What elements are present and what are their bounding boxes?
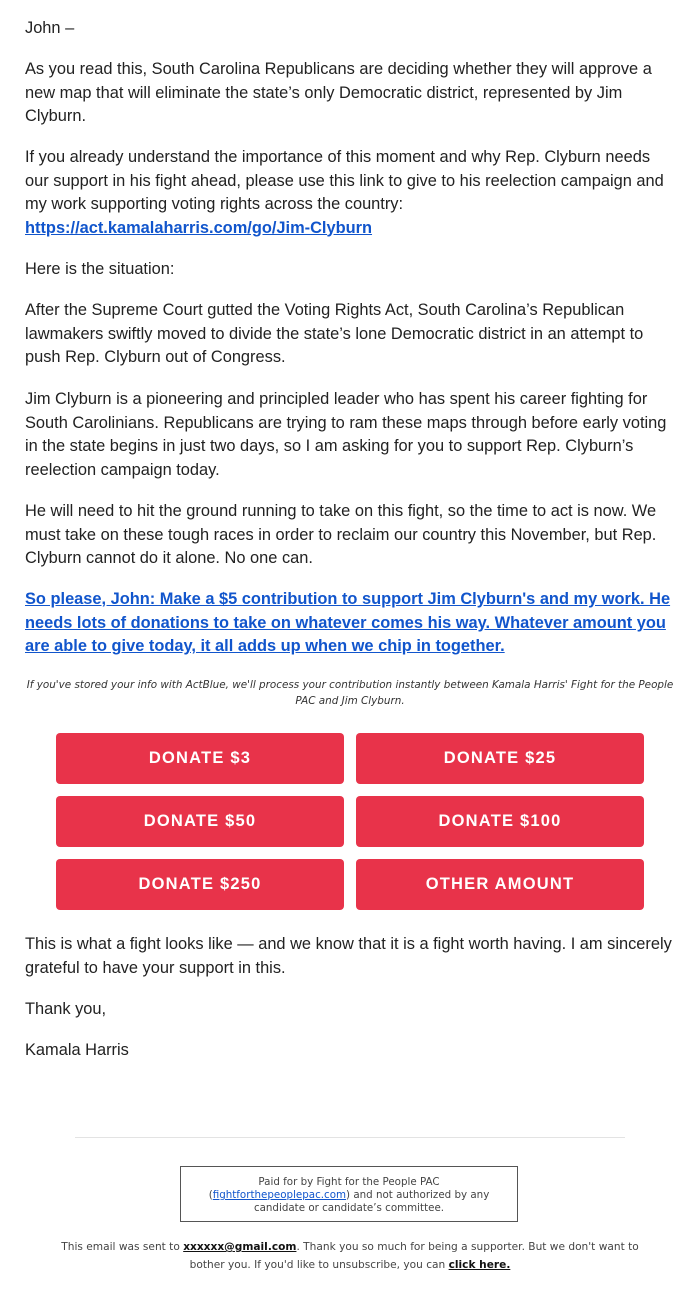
contribution-cta-link[interactable]: So please, John: Make a $5 contribution to support Jim Clyburn's and my work. He needs lots of donations to take on whatever comes his way. Whatever amount you are able to give today, it all adds up when we chip in together. xyxy=(25,590,671,656)
paragraph-time-to-act: He will need to hit the ground running to take on this fight, so the time to act is now. We must take on these tough races in order to reclaim our country this November, but Rep. Clyburn cannot do it alone. No one can. xyxy=(25,502,657,567)
paragraph-fight-worth-having: This is what a fight looks like — and we know that it is a fight worth having. I am sincerely grateful to have your support in this. xyxy=(25,935,672,977)
paragraph-support-ask xyxy=(25,146,677,240)
donate-250-button[interactable]: DONATE $250 xyxy=(56,859,344,910)
paid-for-line: Paid for by Fight for the People PAC xyxy=(258,1176,440,1188)
paid-for-link-line: (fightforthepeoplepac.com) and not authorized by any xyxy=(208,1189,490,1201)
footer-message: . Thank you so much for being a supporter. But we don't want to bother you. If you'd like to unsubscribe, you can xyxy=(189,1241,639,1271)
salutation: John – xyxy=(25,19,75,37)
unsubscribe-link[interactable]: click here. xyxy=(448,1259,511,1271)
paid-for-disclaimer-box xyxy=(180,1166,518,1222)
donation-url-link[interactable]: https://act.kamalaharris.com/go/Jim-Clyburn xyxy=(25,218,373,237)
footer-prefix: This email was sent to xyxy=(61,1241,184,1253)
paid-for-committee-line: candidate or candidate’s committee. xyxy=(253,1202,445,1214)
recipient-email: xxxxxx@gmail.com xyxy=(183,1241,297,1253)
paragraph-voting-rights: After the Supreme Court gutted the Voting Rights Act, South Carolina’s Republican lawmakers swiftly moved to divide the state’s lone Democratic district in an attempt to push Rep. Clyburn out of Congress. xyxy=(25,301,644,366)
paragraph-map-news: As you read this, South Carolina Republicans are deciding whether they will approve a new map that will eliminate the state’s only Democratic district, represented by Jim Clyburn. xyxy=(25,60,652,125)
pac-website-link[interactable]: fightforthepeoplepac.com xyxy=(212,1189,347,1201)
actblue-disclaimer: If you've stored your info with ActBlue, we'll process your contribution instantly between Kamala Harris' Fight for the People PAC and Jim Clyburn. xyxy=(26,679,674,707)
donate-3-button[interactable]: DONATE $3 xyxy=(56,733,344,784)
donate-100-button[interactable]: DONATE $100 xyxy=(356,796,644,847)
paragraph-clyburn-leader: Jim Clyburn is a pioneering and principled leader who has spent his career fighting for South Carolinians. Republicans are trying to ram these maps through before early voting in the state begins in just two days, so I am asking for you to support Rep. Clyburn’s reelection campaign today. xyxy=(25,390,667,479)
paragraph-situation-heading: Here is the situation: xyxy=(25,260,175,278)
signature: Kamala Harris xyxy=(25,1041,129,1059)
footer-divider xyxy=(75,1137,625,1138)
donate-25-button[interactable]: DONATE $25 xyxy=(356,733,644,784)
other-amount-button[interactable]: OTHER AMOUNT xyxy=(356,859,644,910)
unsubscribe-footer xyxy=(60,1238,640,1274)
paragraph-support-text: If you already understand the importance of this moment and why Rep. Clyburn needs our support in his fight ahead, please use this link to give to his reelection campaign and my work supporting voting rights across the country: xyxy=(25,148,664,213)
paid-for-not-authorized: ) and not authorized by any xyxy=(346,1189,490,1201)
donate-50-button[interactable]: DONATE $50 xyxy=(56,796,344,847)
closing: Thank you, xyxy=(25,1000,107,1018)
